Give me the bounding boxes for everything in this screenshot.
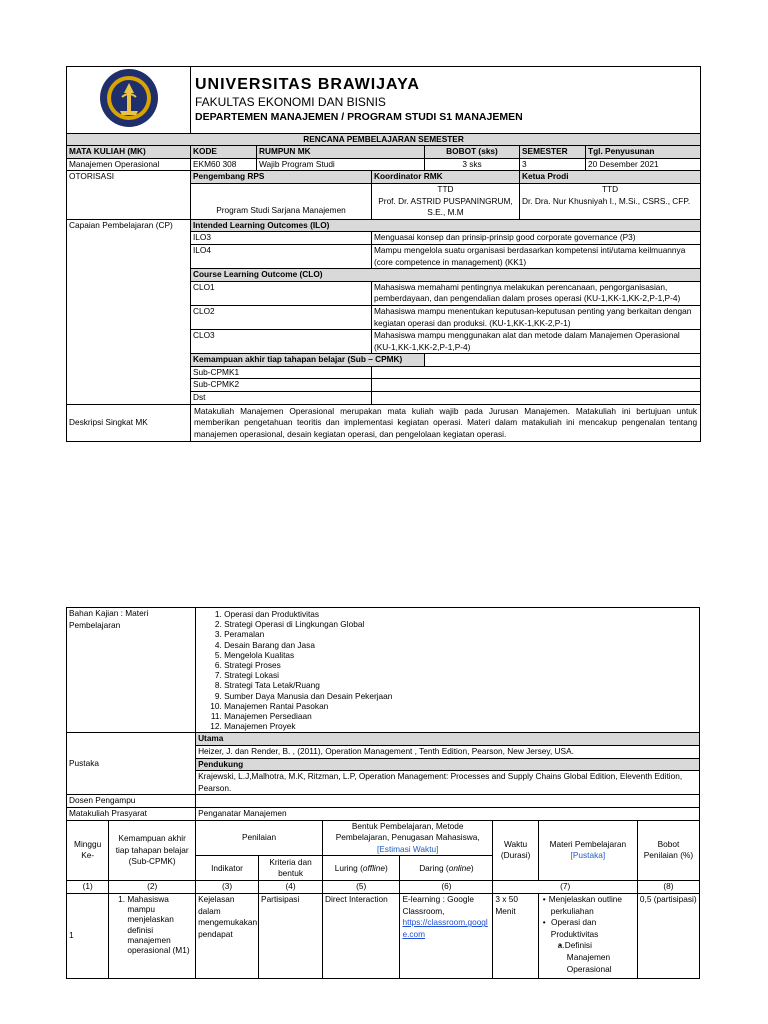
doc-title: RENCANA PEMBELAJARAN SEMESTER <box>67 133 701 146</box>
sub-cpmk-text <box>372 379 701 392</box>
bahan-item: 3. Peramalan <box>224 629 697 639</box>
h-penilaian: Penilaian <box>196 820 323 856</box>
row1-materi-text: Operasi dan Produktivitas <box>550 917 599 939</box>
h-kemampuan: Kemampuan akhir tiap tahapan belajar (Sub-CPMK) <box>109 820 196 881</box>
tgl-value: 20 Desember 2021 <box>586 158 701 171</box>
deskripsi-text: Matakuliah Manajemen Operasional merupakan mata kuliah wajib pada Jurusan Manajemen. Matakuliah ini bertujuan untuk memberikan pengetahuan teoritis dan implementasi kegiatan operasi. Materi dalam matakuliah ini mencakup pengenalan tentang manajemen operasional, desain kegiatan operasi, dan pengelolaan kegiatan operasi. <box>191 404 701 442</box>
sub-cpmk-header-blank <box>425 354 701 367</box>
bahan-item: 11. Manajemen Persediaan <box>224 711 697 721</box>
ilo-text: Mampu mengelola suatu organisasi berdasarkan kompetensi inti/utama keilmuannya (core competence in management) (KK1) <box>372 244 701 268</box>
h-bobot-penilaian: Bobot Penilaian (%) <box>637 820 699 881</box>
sub-cpmk-text <box>372 392 701 405</box>
h-koordinator: Koordinator RMK <box>372 171 520 184</box>
rps-detail-table <box>66 607 700 979</box>
h-tgl: Tgl. Penyusunan <box>586 146 701 159</box>
deskripsi-label: Deskripsi Singkat MK <box>67 404 191 442</box>
sub-cpmk-code: Dst <box>191 392 372 405</box>
row1-materi-list <box>541 894 635 975</box>
logo-cell <box>67 67 191 134</box>
h-mk: MATA KULIAH (MK) <box>67 146 191 159</box>
h-materi-sub: [Pustaka] <box>570 850 606 861</box>
row1-daring-link[interactable]: https://classroom.google.com <box>402 917 488 939</box>
row1-kriteria: Partisipasi <box>259 893 323 978</box>
bahan-item: 4. Desain Barang dan Jasa <box>224 640 697 650</box>
sub-cpmk-code: Sub-CPMK2 <box>191 379 372 392</box>
sub-cpmk-code: Sub-CPMK1 <box>191 366 372 379</box>
row1-daring: E-learning : Google Classroom, <box>402 893 474 916</box>
bahan-list <box>198 609 697 731</box>
row1-indikator: Kejelasan dalam mengemukakan pendapat <box>196 893 259 978</box>
row1-materi-subitem: • a. Definisi Manajemen Operasional <box>567 940 635 975</box>
mk-value: Manajemen Operasional <box>67 158 191 171</box>
bahan-item: 9. Sumber Daya Manusia dan Desain Pekerjaan <box>224 691 697 701</box>
row1-daring-cell <box>400 893 493 978</box>
clo-text: Mahasiswa mampu menentukan keputusan-keputusan penting yang berkaitan dengan kegiatan operasi dan produksi. (KU-1,KK-1,KK-2,P-1) <box>372 305 701 329</box>
clo-code: CLO3 <box>191 330 372 354</box>
ilo-text: Menguasai konsep dan prinsip-prinsip good corporate governance (P3) <box>372 232 701 245</box>
bahan-item: 8. Strategi Tata Letak/Ruang <box>224 680 697 690</box>
faculty-name: FAKULTAS EKONOMI DAN BISNIS <box>195 95 386 110</box>
pengembang-value: Program Studi Sarjana Manajemen <box>191 183 372 219</box>
clo-text: Mahasiswa memahami pentingnya melakukan perencanaan, pengorganisasian, pemberdayaan, dan pengendalian dalam proses operasi (KU-1,KK-1,KK-2,P-1,P-4) <box>372 281 701 305</box>
semester-value: 3 <box>520 158 586 171</box>
row1-minggu: 1 <box>67 893 109 978</box>
rumpun-value: Wajib Program Studi <box>257 158 425 171</box>
h-pengembang: Pengembang RPS <box>191 171 372 184</box>
bahan-item: 7. Strategi Lokasi <box>224 670 697 680</box>
row1-materi-item: • Menjelaskan outline perkuliahan <box>551 894 635 917</box>
pustaka-utama-label: Utama <box>196 733 700 746</box>
ketua-name: Dr. Dra. Nur Khusniyah I., M.Si., CSRS., CFP. <box>522 195 691 206</box>
cp-label: Capaian Pembelajaran (CP) <box>67 219 191 404</box>
clo-code: CLO2 <box>191 305 372 329</box>
dosen-value <box>196 795 700 808</box>
clo-code: CLO1 <box>191 281 372 305</box>
sub-cpmk-header: Kemampuan akhir tiap tahapan belajar (Sub – CPMK) <box>191 354 425 367</box>
ilo-code: ILO3 <box>191 232 372 245</box>
sub-cpmk-text <box>372 366 701 379</box>
col-num: (2) <box>109 881 196 894</box>
row1-luring: Direct Interaction <box>323 893 400 978</box>
col-num: (8) <box>637 881 699 894</box>
col-num: (3) <box>196 881 259 894</box>
row1-kemampuan-cell <box>109 893 196 978</box>
h-semester: SEMESTER <box>520 146 586 159</box>
university-logo <box>98 67 160 129</box>
h-materi <box>538 820 637 881</box>
h-kode: KODE <box>191 146 257 159</box>
bahan-item: 5. Mengelola Kualitas <box>224 650 697 660</box>
col-num: (5) <box>323 881 400 894</box>
department-name: DEPARTEMEN MANAJEMEN / PROGRAM STUDI S1 MANAJEMEN <box>195 111 523 124</box>
bahan-item: 1. Operasi dan Produktivitas <box>224 609 697 619</box>
pustaka-label: Pustaka <box>67 733 196 795</box>
h-bobot: BOBOT (sks) <box>425 146 520 159</box>
bahan-item: 2. Strategi Operasi di Lingkungan Global <box>224 619 697 629</box>
h-bentuk-text: Bentuk Pembelajaran, Metode Pembelajaran, Penugasan Mahasiswa, <box>335 820 480 843</box>
h-waktu: Waktu (Durasi) <box>493 820 538 881</box>
bahan-item: 6. Strategi Proses <box>224 660 697 670</box>
row1-materi-cell <box>538 893 637 978</box>
koordinator-ttd: TTD <box>437 183 454 194</box>
university-name: UNIVERSITAS BRAWIJAYA <box>195 76 420 94</box>
row1-waktu: 3 x 50 Menit <box>493 893 538 978</box>
kode-value: EKM60 308 <box>191 158 257 171</box>
koordinator-name: Prof. Dr. ASTRID PUSPANINGRUM, S.E., M.M <box>378 195 513 218</box>
clo-header: Course Learning Outcome (CLO) <box>191 269 701 282</box>
ketua-ttd: TTD <box>601 183 619 194</box>
ilo-header: Intended Learning Outcomes (ILO) <box>191 219 701 232</box>
row1-kemampuan-list <box>111 894 193 955</box>
col-num: (6) <box>400 881 493 894</box>
h-materi-text: Materi Pembelajaran <box>549 838 627 849</box>
h-daring: Daring (online) <box>400 856 493 881</box>
h-kriteria: Kriteria dan bentuk <box>259 856 323 881</box>
ilo-code: ILO4 <box>191 244 372 268</box>
dosen-label: Dosen Pengampu <box>67 795 196 808</box>
ketua-cell <box>520 183 701 219</box>
bahan-item: 12. Manajemen Proyek <box>224 721 697 731</box>
h-rumpun: RUMPUN MK <box>257 146 425 159</box>
col-num: (1) <box>67 881 109 894</box>
bahan-label: Bahan Kajian : Materi Pembelajaran <box>67 608 196 733</box>
col-num: (4) <box>259 881 323 894</box>
prasyarat-label: Matakuliah Prasyarat <box>67 808 196 821</box>
pustaka-pendukung: Krajewski, L.J,Malhotra, M.K, Ritzman, L.P, Operation Management: Processes and Supply Chains Global Edition, Eleventh Edition, Pearson. <box>196 771 700 795</box>
prasyarat-value: Penganatar Manajemen <box>196 808 700 821</box>
h-ketua: Ketua Prodi <box>520 171 701 184</box>
rps-header-table <box>66 66 701 442</box>
bobot-value: 3 sks <box>425 158 520 171</box>
h-minggu: Minggu Ke- <box>67 820 109 881</box>
row1-kemampuan: 1. Mahasiswa mampu menjelaskan definisi manajemen operasional (M1) <box>127 894 193 955</box>
pustaka-utama: Heizer, J. dan Render, B. , (2011), Operation Management , Tenth Edition, Pearson, New Jersey, USA. <box>196 746 700 759</box>
col-num: (7) <box>493 881 638 894</box>
clo-text: Mahasiswa mampu menggunakan alat dan metode dalam Manajemen Operasional (KU-1,KK-1,KK-2,P-1,P-4) <box>372 330 701 354</box>
row1-materi-sublist <box>551 940 635 975</box>
koordinator-cell <box>372 183 520 219</box>
bahan-list-cell <box>196 608 700 733</box>
h-bentuk-sub: [Estimasi Waktu] <box>376 843 439 854</box>
row1-materi-item <box>551 917 635 975</box>
otorisasi-label: OTORISASI <box>67 171 191 219</box>
pustaka-pendukung-label: Pendukung <box>196 758 700 771</box>
bahan-item: 10. Manajemen Rantai Pasokan <box>224 701 697 711</box>
university-header <box>191 67 701 134</box>
row1-bobot: 0,5 (partisipasi) <box>637 893 699 978</box>
h-indikator: Indikator <box>196 856 259 881</box>
h-luring: Luring (offline) <box>323 856 400 881</box>
h-bentuk <box>323 820 493 856</box>
